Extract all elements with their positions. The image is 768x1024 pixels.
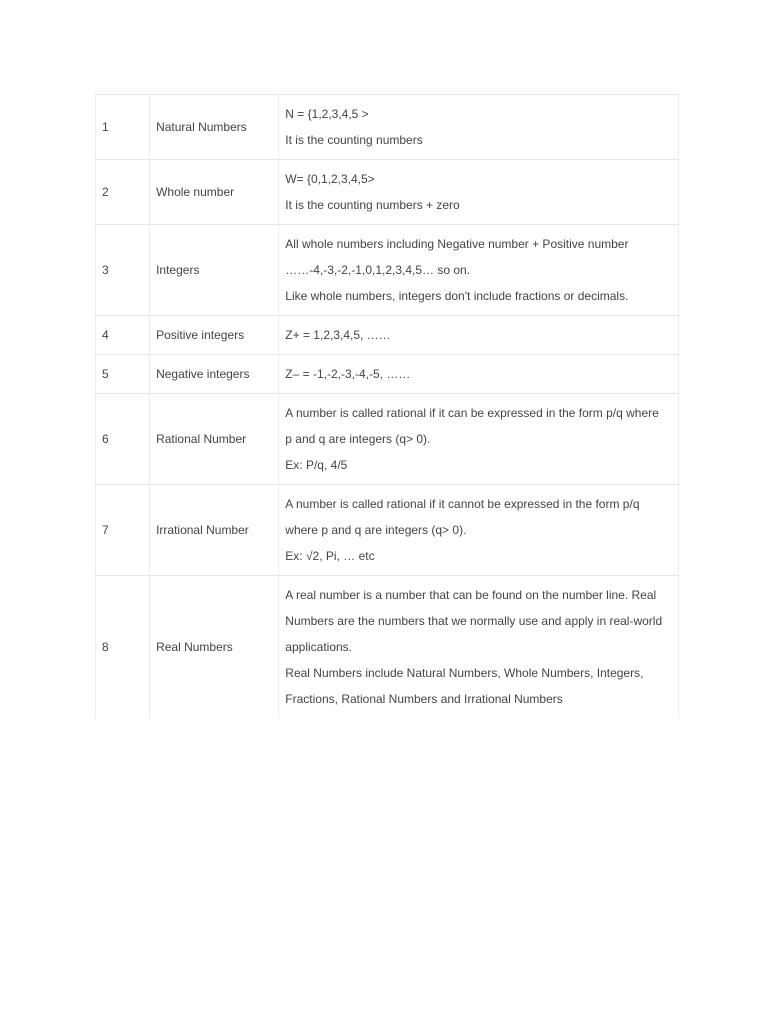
description-line: It is the counting numbers + zero [285,198,460,212]
row-number: 2 [96,160,150,225]
table-row [96,225,679,316]
row-number: 5 [96,355,150,394]
number-type-description [279,225,679,316]
number-type-description [279,316,679,355]
description-line: Like whole numbers, integers don't include fractions or decimals. [285,289,629,303]
description-line: A real number is a number that can be found on the number line. Real [285,588,657,602]
number-type-name: Positive integers [150,316,279,355]
description-line: p and q are integers (q> 0). [285,432,431,446]
number-type-name: Rational Number [150,394,279,485]
description-line: A number is called rational if it can be expressed in the form p/q where [285,406,659,420]
table-row [96,316,679,355]
description-line: N = {1,2,3,4,5 > [285,107,369,121]
number-type-name: Integers [150,225,279,316]
row-number: 1 [96,95,150,160]
description-line: W= {0,1,2,3,4,5> [285,172,375,186]
description-line: applications. [285,640,353,654]
description-line: It is the counting numbers [285,133,423,147]
description-line: Ex: √2, Pi, … etc [285,549,375,563]
row-number: 8 [96,576,150,719]
number-type-name: Natural Numbers [150,95,279,160]
number-type-description [279,576,679,719]
table-row [96,95,679,160]
number-type-name: Negative integers [150,355,279,394]
number-type-name: Whole number [150,160,279,225]
row-number: 7 [96,485,150,576]
number-type-name: Real Numbers [150,576,279,719]
number-types-table [95,94,679,718]
row-number: 3 [96,225,150,316]
number-type-description [279,355,679,394]
number-type-name: Irrational Number [150,485,279,576]
description-line: A number is called rational if it cannot be expressed in the form p/q [285,497,640,511]
description-line: Numbers are the numbers that we normally use and apply in real-world [285,614,663,628]
row-number: 4 [96,316,150,355]
description-line: Real Numbers include Natural Numbers, Whole Numbers, Integers, [285,666,644,680]
description-line: Z– = -1,-2,-3,-4,-5, …… [285,367,411,381]
description-line: ……-4,-3,-2,-1,0,1,2,3,4,5… so on. [285,263,471,277]
number-type-description [279,95,679,160]
row-number: 6 [96,394,150,485]
table-row [96,160,679,225]
description-line: Z+ = 1,2,3,4,5, …… [285,328,391,342]
number-type-description [279,160,679,225]
description-line: Fractions, Rational Numbers and Irrational Numbers [285,692,563,706]
number-type-description [279,394,679,485]
description-line: Ex: P/q, 4/5 [285,458,348,472]
table-row [96,485,679,576]
table-row [96,576,679,719]
table-row [96,355,679,394]
description-line: All whole numbers including Negative number + Positive number [285,237,629,251]
description-line: where p and q are integers (q> 0). [285,523,467,537]
number-type-description [279,485,679,576]
table-row [96,394,679,485]
